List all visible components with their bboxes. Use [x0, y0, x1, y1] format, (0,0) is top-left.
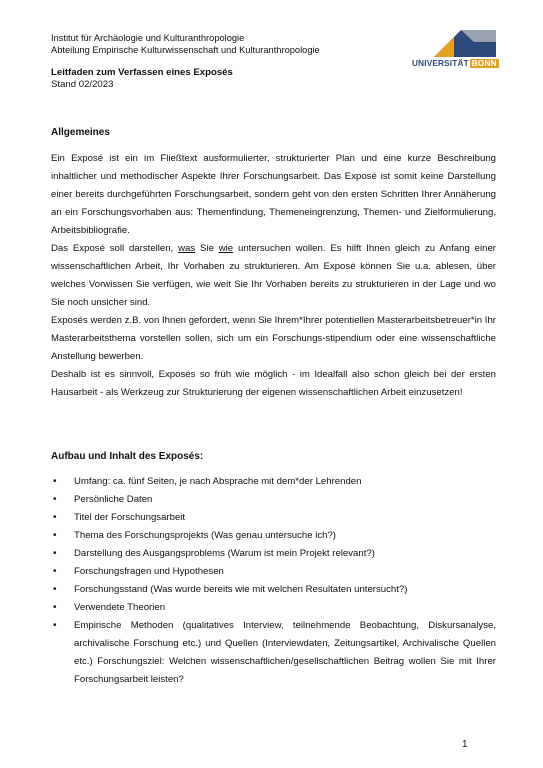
- paragraph-2: [51, 240, 496, 312]
- list-item: • Titel der Forschungsarbeit: [51, 509, 496, 527]
- institute-name: Institut für Archäologie und Kulturanthropologie: [51, 33, 245, 43]
- document-title-block: [51, 67, 233, 91]
- document-title: Leitfaden zum Verfassen eines Exposés: [51, 67, 233, 78]
- institute-header: [51, 33, 421, 56]
- paragraph-2-text-a: Das Exposé soll darstellen,: [51, 243, 179, 254]
- paragraph-4: Deshalb ist es sinnvoll, Exposés so früh wie möglich - im Idealfall also schon gleich bei der ersten Hausarbeit - als Werkzeug zur Strukturierung der eigenen wissenschaftlichen Arbeit einzusetzen!: [51, 369, 496, 398]
- paragraph-2-text-c: untersuchen wollen. Es hilft Ihnen gleich zu Anfang einer wissenschaftlichen Arbeit, Ihr Vorhaben zu strukturieren. Am Exposé können Sie u.a. ablesen, über welches Vorwissen Sie verfügen, wie weit Sie Ihr Vorhaben bereits zu strukturieren in der Lage und wo Sie noch unsicher sind.: [51, 243, 496, 308]
- underlined-was: was: [178, 243, 196, 254]
- heading-allgemeines: Allgemeines: [51, 127, 110, 138]
- list-item: • Umfang: ca. fünf Seiten, je nach Absprache mit dem*der Lehrenden: [51, 473, 496, 491]
- list-item: • Thema des Forschungsprojekts (Was genau untersuche ich?): [51, 527, 496, 545]
- university-logo: [412, 30, 498, 70]
- paragraph-1: Ein Exposé ist ein im Fließtext ausformulierter, strukturierter Plan und eine kurze Beschreibung inhaltlicher und methodischer Aspekte Ihrer Forschungsarbeit. Das Exposé ist somit keine Darstellung einer bereits durchgeführten Forschungsarbeit, sondern geht von den ersten Schritten Ihrer Annäherung an ein Forschungsvorhaben aus: Themenfindung, Themeneingrenzung, Themen- und Zielformulierung, Arbeitsbibliografie.: [51, 153, 496, 236]
- content-list: [51, 473, 496, 689]
- list-item: • Empirische Methoden (qualitatives Interview, teilnehmende Beobachtung, Diskursanalyse, archivalische Forschung etc.) und Quellen (Interviewdaten, Zeitungsartikel, Archivalische Quellen etc.) Forschungsziel: Welchen wissenschaftlichen/gesellschaftlichen Beitrag wollen Sie mit Ihrer Forschungsarbeit leisten?: [51, 617, 496, 689]
- logo-universitaet: UNIVERSITÄT: [412, 59, 469, 68]
- logo-bonn: BONN: [471, 59, 497, 68]
- paragraph-3: Exposés werden z.B. von Ihnen gefordert, wenn Sie Ihrem*Ihrer potentiellen Masterarbeitsbetreuer*in Ihr Masterarbeitsthema vorstellen sollen, sich um ein Forschungs-stipendium oder eine wissenschaftliche Anstellung bewerben.: [51, 315, 496, 362]
- underlined-wie: wie: [218, 243, 234, 254]
- list-item: • Forschungsstand (Was wurde bereits wie mit welchen Resultaten untersucht?): [51, 581, 496, 599]
- list-item: • Darstellung des Ausgangsproblems (Warum ist mein Projekt relevant?): [51, 545, 496, 563]
- heading-aufbau: Aufbau und Inhalt des Exposés:: [51, 451, 204, 462]
- document-date: Stand 02/2023: [51, 79, 114, 90]
- paragraph-2-text-b: Sie: [195, 243, 219, 254]
- list-item: • Persönliche Daten: [51, 491, 496, 509]
- page-number: 1: [462, 739, 468, 750]
- logo-wordmark: [412, 59, 499, 68]
- department-name: Abteilung Empirische Kulturwissenschaft und Kulturanthropologie: [51, 44, 320, 55]
- list-item: • Verwendete Theorien: [51, 599, 496, 617]
- list-item: • Forschungsfragen und Hypothesen: [51, 563, 496, 581]
- logo-emblem-icon: [434, 30, 496, 57]
